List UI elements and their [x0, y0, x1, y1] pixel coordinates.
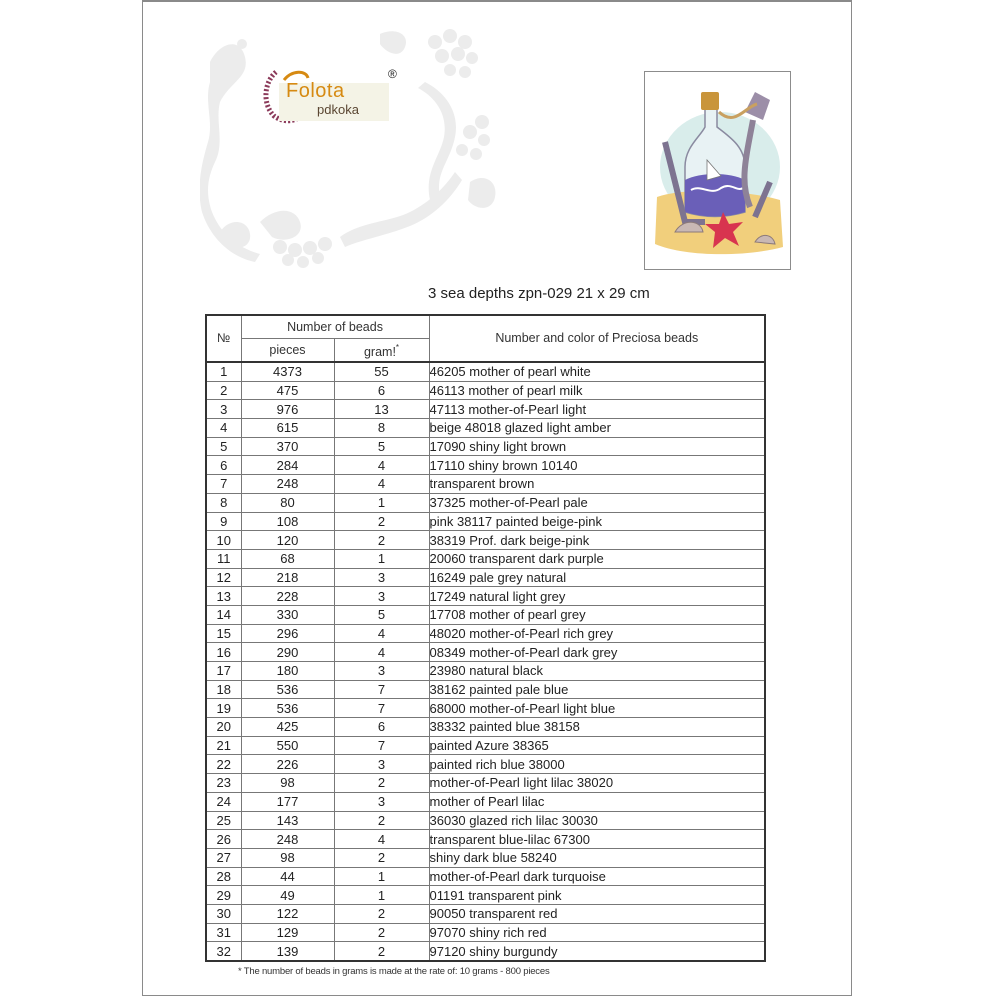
row-number: 21	[206, 736, 241, 755]
table-row	[206, 774, 765, 793]
row-pieces: 284	[241, 456, 334, 475]
row-bead-color: mother-of-Pearl dark turquoise	[429, 867, 765, 886]
row-number: 3	[206, 400, 241, 419]
row-number: 15	[206, 624, 241, 643]
row-grams: 3	[334, 792, 429, 811]
row-bead-color: 08349 mother-of-Pearl dark grey	[429, 643, 765, 662]
row-grams: 3	[334, 662, 429, 681]
embroidery-illustration	[645, 72, 790, 269]
row-bead-color: pink 38117 painted beige-pink	[429, 512, 765, 531]
row-pieces: 536	[241, 699, 334, 718]
row-grams: 4	[334, 624, 429, 643]
row-number: 6	[206, 456, 241, 475]
header-pieces: pieces	[241, 339, 334, 363]
row-grams: 2	[334, 512, 429, 531]
row-pieces: 98	[241, 848, 334, 867]
row-pieces: 248	[241, 830, 334, 849]
row-grams: 1	[334, 886, 429, 905]
row-bead-color: 37325 mother-of-Pearl pale	[429, 493, 765, 512]
row-grams: 1	[334, 549, 429, 568]
row-number: 16	[206, 643, 241, 662]
table-row	[206, 381, 765, 400]
row-number: 28	[206, 867, 241, 886]
row-pieces: 226	[241, 755, 334, 774]
row-number: 30	[206, 904, 241, 923]
row-number: 1	[206, 362, 241, 381]
row-pieces: 550	[241, 736, 334, 755]
row-grams: 7	[334, 680, 429, 699]
table-row	[206, 549, 765, 568]
bead-list-table	[205, 314, 766, 962]
table-row	[206, 362, 765, 381]
row-bead-color: 38162 painted pale blue	[429, 680, 765, 699]
row-number: 23	[206, 774, 241, 793]
row-grams: 2	[334, 811, 429, 830]
row-pieces: 98	[241, 774, 334, 793]
table-row	[206, 662, 765, 681]
row-number: 14	[206, 605, 241, 624]
row-bead-color: 97120 shiny burgundy	[429, 942, 765, 961]
row-number: 13	[206, 587, 241, 606]
row-number: 17	[206, 662, 241, 681]
row-grams: 7	[334, 736, 429, 755]
row-bead-color: 20060 transparent dark purple	[429, 549, 765, 568]
header-gram-label: gram!	[363, 345, 396, 359]
row-number: 29	[206, 886, 241, 905]
row-bead-color: 68000 mother-of-Pearl light blue	[429, 699, 765, 718]
row-grams: 1	[334, 867, 429, 886]
row-grams: 2	[334, 942, 429, 961]
header-color: Number and color of Preciosa beads	[429, 315, 765, 362]
logo-text: Folota	[286, 80, 345, 102]
table-row	[206, 886, 765, 905]
table-row	[206, 699, 765, 718]
row-bead-color: mother of Pearl lilac	[429, 792, 765, 811]
row-number: 4	[206, 419, 241, 438]
table-row	[206, 680, 765, 699]
row-bead-color: shiny dark blue 58240	[429, 848, 765, 867]
row-number: 5	[206, 437, 241, 456]
row-pieces: 228	[241, 587, 334, 606]
row-bead-color: 47113 mother-of-Pearl light	[429, 400, 765, 419]
table-row	[206, 848, 765, 867]
row-number: 31	[206, 923, 241, 942]
table-row	[206, 605, 765, 624]
table-row	[206, 437, 765, 456]
row-number: 27	[206, 848, 241, 867]
row-pieces: 370	[241, 437, 334, 456]
table-row	[206, 755, 765, 774]
header-number: №	[206, 315, 241, 362]
row-grams: 4	[334, 643, 429, 662]
row-grams: 6	[334, 381, 429, 400]
product-preview-image	[644, 71, 791, 270]
row-bead-color: painted Azure 38365	[429, 736, 765, 755]
row-pieces: 44	[241, 867, 334, 886]
row-pieces: 68	[241, 549, 334, 568]
row-pieces: 180	[241, 662, 334, 681]
row-pieces: 615	[241, 419, 334, 438]
row-bead-color: 46113 mother of pearl milk	[429, 381, 765, 400]
row-pieces: 536	[241, 680, 334, 699]
table-row	[206, 830, 765, 849]
row-bead-color: 16249 pale grey natural	[429, 568, 765, 587]
brand-logo	[262, 64, 412, 124]
row-bead-color: 36030 glazed rich lilac 30030	[429, 811, 765, 830]
row-number: 8	[206, 493, 241, 512]
table-row	[206, 811, 765, 830]
row-bead-color: 97070 shiny rich red	[429, 923, 765, 942]
table-row	[206, 923, 765, 942]
table-row	[206, 904, 765, 923]
row-pieces: 330	[241, 605, 334, 624]
row-bead-color: 17090 shiny light brown	[429, 437, 765, 456]
table-row	[206, 942, 765, 961]
row-bead-color: 17110 shiny brown 10140	[429, 456, 765, 475]
table-row	[206, 419, 765, 438]
row-grams: 4	[334, 475, 429, 494]
row-grams: 2	[334, 923, 429, 942]
table-row	[206, 531, 765, 550]
footnote: * The number of beads in grams is made at the rate of: 10 grams - 800 pieces	[238, 966, 550, 977]
row-grams: 5	[334, 437, 429, 456]
table-row	[206, 400, 765, 419]
table-row	[206, 475, 765, 494]
header-gram	[334, 339, 429, 363]
logo-subtext: pdkoka	[317, 102, 359, 117]
row-number: 9	[206, 512, 241, 531]
row-grams: 3	[334, 755, 429, 774]
row-bead-color: 38332 painted blue 38158	[429, 718, 765, 737]
row-bead-color: 17708 mother of pearl grey	[429, 605, 765, 624]
row-grams: 5	[334, 605, 429, 624]
table-body	[206, 362, 765, 961]
row-number: 25	[206, 811, 241, 830]
row-number: 20	[206, 718, 241, 737]
row-bead-color: 17249 natural light grey	[429, 587, 765, 606]
row-number: 26	[206, 830, 241, 849]
row-pieces: 143	[241, 811, 334, 830]
row-pieces: 129	[241, 923, 334, 942]
row-pieces: 120	[241, 531, 334, 550]
row-pieces: 80	[241, 493, 334, 512]
row-number: 7	[206, 475, 241, 494]
footnote-marker: *	[395, 343, 400, 352]
row-grams: 55	[334, 362, 429, 381]
row-grams: 13	[334, 400, 429, 419]
table-row	[206, 867, 765, 886]
row-bead-color: mother-of-Pearl light lilac 38020	[429, 774, 765, 793]
table-header-row	[206, 315, 765, 339]
table-row	[206, 587, 765, 606]
row-grams: 8	[334, 419, 429, 438]
table-row	[206, 643, 765, 662]
row-bead-color: 46205 mother of pearl white	[429, 362, 765, 381]
row-pieces: 4373	[241, 362, 334, 381]
row-pieces: 425	[241, 718, 334, 737]
row-number: 24	[206, 792, 241, 811]
row-bead-color: transparent brown	[429, 475, 765, 494]
row-grams: 2	[334, 904, 429, 923]
row-grams: 7	[334, 699, 429, 718]
row-number: 18	[206, 680, 241, 699]
table-row	[206, 718, 765, 737]
row-number: 2	[206, 381, 241, 400]
row-pieces: 122	[241, 904, 334, 923]
row-number: 22	[206, 755, 241, 774]
table-row	[206, 568, 765, 587]
row-bead-color: transparent blue-lilac 67300	[429, 830, 765, 849]
table-row	[206, 456, 765, 475]
table-row	[206, 493, 765, 512]
row-grams: 1	[334, 493, 429, 512]
row-number: 11	[206, 549, 241, 568]
row-bead-color: 01191 transparent pink	[429, 886, 765, 905]
row-bead-color: 48020 mother-of-Pearl rich grey	[429, 624, 765, 643]
row-grams: 6	[334, 718, 429, 737]
header-number-of-beads: Number of beads	[241, 315, 429, 339]
row-number: 12	[206, 568, 241, 587]
table-row	[206, 792, 765, 811]
row-grams: 2	[334, 774, 429, 793]
row-pieces: 296	[241, 624, 334, 643]
row-bead-color: 38319 Prof. dark beige-pink	[429, 531, 765, 550]
row-pieces: 177	[241, 792, 334, 811]
table-row	[206, 736, 765, 755]
row-pieces: 475	[241, 381, 334, 400]
row-pieces: 290	[241, 643, 334, 662]
row-grams: 4	[334, 830, 429, 849]
row-number: 10	[206, 531, 241, 550]
registered-trademark-icon: ®	[388, 67, 397, 81]
row-number: 32	[206, 942, 241, 961]
row-bead-color: painted rich blue 38000	[429, 755, 765, 774]
row-pieces: 976	[241, 400, 334, 419]
row-grams: 4	[334, 456, 429, 475]
row-grams: 2	[334, 531, 429, 550]
row-pieces: 139	[241, 942, 334, 961]
table-row	[206, 624, 765, 643]
row-grams: 3	[334, 587, 429, 606]
floral-ornament-decoration	[200, 22, 500, 282]
row-pieces: 218	[241, 568, 334, 587]
row-bead-color: 23980 natural black	[429, 662, 765, 681]
row-grams: 3	[334, 568, 429, 587]
row-bead-color: 90050 transparent red	[429, 904, 765, 923]
row-pieces: 108	[241, 512, 334, 531]
row-pieces: 49	[241, 886, 334, 905]
row-pieces: 248	[241, 475, 334, 494]
row-grams: 2	[334, 848, 429, 867]
row-bead-color: beige 48018 glazed light amber	[429, 419, 765, 438]
product-title: 3 sea depths zpn-029 21 x 29 cm	[428, 285, 650, 302]
table-row	[206, 512, 765, 531]
row-number: 19	[206, 699, 241, 718]
